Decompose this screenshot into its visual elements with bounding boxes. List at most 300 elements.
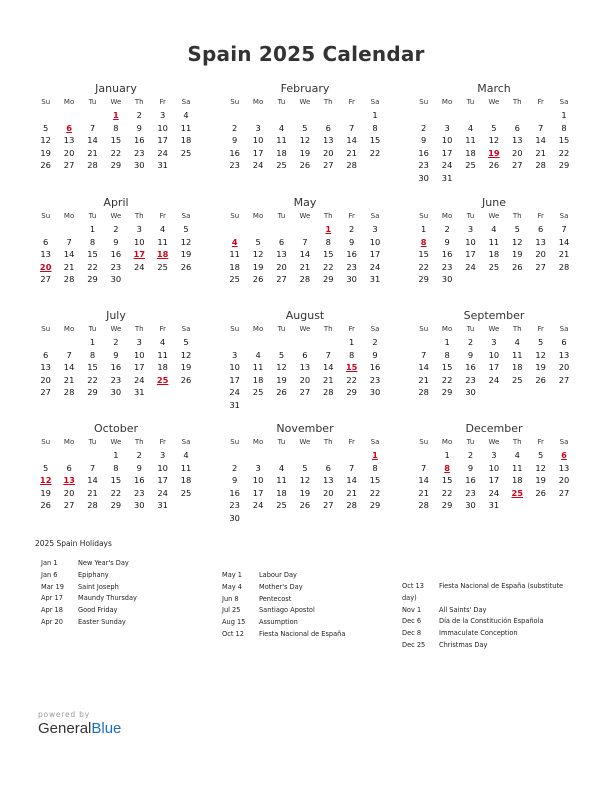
day-cell[interactable]: 6: [325, 462, 331, 473]
day-cell[interactable]: 11: [511, 462, 523, 473]
day-cell[interactable]: 23: [110, 374, 122, 385]
day-cell[interactable]: 26: [535, 374, 546, 385]
day-cell[interactable]: 13: [558, 349, 570, 360]
day-cell[interactable]: 18: [157, 362, 168, 373]
day-cell[interactable]: 22: [87, 261, 98, 272]
day-cell[interactable]: 9: [136, 122, 142, 133]
day-cell[interactable]: 8: [89, 236, 96, 247]
day-cell[interactable]: 10: [252, 135, 264, 146]
day-cell[interactable]: 30: [369, 387, 381, 398]
day-cell[interactable]: 31: [157, 160, 168, 171]
day-cell[interactable]: 6: [66, 462, 72, 473]
day-cell[interactable]: 3: [491, 450, 497, 460]
day-cell[interactable]: 6: [538, 224, 544, 234]
day-cell[interactable]: 4: [278, 122, 285, 133]
day-cell[interactable]: 12: [40, 135, 51, 146]
day-cell[interactable]: 27: [276, 274, 287, 285]
day-cell[interactable]: 12: [511, 236, 523, 247]
day-cell[interactable]: 17: [465, 249, 476, 260]
day-cell[interactable]: 16: [229, 487, 240, 498]
day-cell[interactable]: 20: [276, 261, 287, 272]
day-cell[interactable]: 1: [113, 450, 119, 460]
day-cell[interactable]: 14: [418, 475, 429, 486]
day-cell[interactable]: 2: [444, 224, 450, 234]
day-cell[interactable]: 23: [133, 487, 145, 498]
day-cell[interactable]: 31: [133, 387, 145, 398]
day-cell[interactable]: 15: [110, 135, 122, 146]
day-cell[interactable]: 27: [40, 274, 51, 285]
day-cell[interactable]: 13: [276, 249, 287, 260]
day-cell[interactable]: 13: [63, 135, 75, 146]
holiday-day-cell[interactable]: 12: [39, 475, 52, 486]
day-cell[interactable]: 21: [346, 147, 357, 158]
day-cell[interactable]: 21: [63, 374, 75, 385]
day-cell[interactable]: 13: [535, 236, 546, 247]
day-cell[interactable]: 7: [421, 349, 427, 360]
day-cell[interactable]: 29: [110, 160, 122, 171]
day-cell[interactable]: 17: [488, 475, 500, 486]
day-cell[interactable]: 26: [511, 261, 523, 272]
day-cell[interactable]: 24: [465, 261, 476, 272]
day-cell[interactable]: 17: [252, 147, 264, 158]
day-cell[interactable]: 24: [252, 500, 264, 511]
day-cell[interactable]: 7: [89, 462, 96, 473]
day-cell[interactable]: 2: [467, 450, 474, 460]
day-cell[interactable]: 29: [322, 274, 334, 285]
day-cell[interactable]: 28: [87, 500, 98, 511]
day-cell[interactable]: 12: [180, 349, 192, 360]
day-cell[interactable]: 8: [325, 236, 331, 247]
day-cell[interactable]: 4: [514, 450, 520, 460]
day-cell[interactable]: 3: [255, 122, 261, 133]
day-cell[interactable]: 11: [465, 135, 476, 146]
day-cell[interactable]: 19: [299, 147, 311, 158]
day-cell[interactable]: 30: [110, 274, 122, 285]
day-cell[interactable]: 12: [488, 135, 500, 146]
day-cell[interactable]: 2: [136, 450, 142, 460]
day-cell[interactable]: 24: [157, 487, 168, 498]
day-cell[interactable]: 15: [558, 135, 570, 146]
day-cell[interactable]: 18: [488, 249, 500, 260]
day-cell[interactable]: 21: [322, 374, 334, 385]
day-cell[interactable]: 11: [488, 236, 500, 247]
day-cell[interactable]: 30: [346, 274, 357, 285]
day-cell[interactable]: 20: [322, 147, 334, 158]
day-cell[interactable]: 25: [511, 374, 523, 385]
day-cell[interactable]: 26: [488, 160, 500, 171]
holiday-day-cell[interactable]: 18: [156, 249, 169, 260]
day-cell[interactable]: 24: [157, 147, 168, 158]
day-cell[interactable]: 18: [252, 374, 264, 385]
day-cell[interactable]: 20: [558, 362, 570, 373]
day-cell[interactable]: 16: [346, 249, 357, 260]
day-cell[interactable]: 14: [87, 135, 98, 146]
day-cell[interactable]: 31: [157, 500, 168, 511]
day-cell[interactable]: 27: [511, 160, 523, 171]
day-cell[interactable]: 22: [441, 374, 453, 385]
day-cell[interactable]: 9: [467, 462, 474, 473]
day-cell[interactable]: 5: [183, 337, 189, 347]
day-cell[interactable]: 18: [180, 135, 192, 146]
day-cell[interactable]: 18: [229, 261, 240, 272]
day-cell[interactable]: 7: [89, 122, 96, 133]
day-cell[interactable]: 3: [444, 122, 450, 133]
day-cell[interactable]: 19: [276, 374, 287, 385]
day-cell[interactable]: 19: [180, 249, 192, 260]
day-cell[interactable]: 10: [133, 349, 145, 360]
day-cell[interactable]: 11: [180, 462, 192, 473]
day-cell[interactable]: 1: [89, 337, 96, 347]
holiday-day-cell[interactable]: 17: [133, 249, 146, 260]
holiday-day-cell[interactable]: 19: [488, 147, 500, 158]
day-cell[interactable]: 15: [87, 362, 98, 373]
day-cell[interactable]: 14: [558, 236, 570, 247]
day-cell[interactable]: 20: [63, 147, 75, 158]
day-cell[interactable]: 15: [441, 475, 453, 486]
day-cell[interactable]: 17: [157, 135, 168, 146]
day-cell[interactable]: 25: [229, 274, 240, 285]
day-cell[interactable]: 2: [421, 122, 427, 133]
day-cell[interactable]: 15: [322, 249, 334, 260]
day-cell[interactable]: 6: [278, 236, 285, 247]
day-cell[interactable]: 4: [514, 337, 520, 347]
day-cell[interactable]: 3: [491, 337, 497, 347]
day-cell[interactable]: 19: [180, 362, 192, 373]
day-cell[interactable]: 1: [89, 224, 96, 234]
day-cell[interactable]: 10: [157, 122, 168, 133]
holiday-day-cell[interactable]: 8: [420, 236, 427, 247]
day-cell[interactable]: 12: [535, 349, 546, 360]
day-cell[interactable]: 2: [372, 337, 378, 347]
day-cell[interactable]: 28: [299, 274, 311, 285]
day-cell[interactable]: 9: [136, 462, 142, 473]
day-cell[interactable]: 3: [372, 224, 378, 234]
day-cell[interactable]: 4: [467, 122, 474, 133]
day-cell[interactable]: 26: [180, 261, 192, 272]
day-cell[interactable]: 3: [160, 450, 166, 460]
day-cell[interactable]: 17: [133, 362, 145, 373]
day-cell[interactable]: 14: [299, 249, 311, 260]
day-cell[interactable]: 22: [322, 261, 334, 272]
day-cell[interactable]: 26: [40, 500, 51, 511]
day-cell[interactable]: 26: [276, 387, 287, 398]
day-cell[interactable]: 18: [180, 475, 192, 486]
day-cell[interactable]: 9: [467, 349, 474, 360]
day-cell[interactable]: 28: [63, 387, 75, 398]
day-cell[interactable]: 15: [441, 362, 453, 373]
day-cell[interactable]: 28: [346, 500, 357, 511]
day-cell[interactable]: 2: [113, 224, 119, 234]
day-cell[interactable]: 17: [441, 147, 453, 158]
day-cell[interactable]: 2: [232, 122, 238, 133]
day-cell[interactable]: 4: [160, 224, 166, 234]
day-cell[interactable]: 27: [558, 374, 570, 385]
day-cell[interactable]: 7: [561, 224, 567, 234]
day-cell[interactable]: 3: [160, 110, 166, 120]
day-cell[interactable]: 24: [133, 374, 145, 385]
day-cell[interactable]: 15: [369, 135, 381, 146]
day-cell[interactable]: 1: [561, 110, 567, 120]
day-cell[interactable]: 9: [113, 349, 119, 360]
day-cell[interactable]: 8: [113, 122, 119, 133]
day-cell[interactable]: 23: [229, 160, 240, 171]
day-cell[interactable]: 9: [232, 135, 238, 146]
day-cell[interactable]: 17: [157, 475, 168, 486]
day-cell[interactable]: 9: [421, 135, 427, 146]
day-cell[interactable]: 14: [346, 475, 357, 486]
day-cell[interactable]: 16: [110, 249, 122, 260]
day-cell[interactable]: 29: [441, 500, 453, 511]
day-cell[interactable]: 21: [346, 487, 357, 498]
holiday-day-cell[interactable]: 6: [561, 450, 567, 460]
day-cell[interactable]: 26: [535, 487, 546, 498]
day-cell[interactable]: 4: [278, 462, 285, 473]
day-cell[interactable]: 16: [465, 362, 476, 373]
day-cell[interactable]: 29: [369, 500, 381, 511]
day-cell[interactable]: 11: [157, 236, 168, 247]
day-cell[interactable]: 19: [299, 487, 311, 498]
day-cell[interactable]: 5: [43, 462, 49, 473]
day-cell[interactable]: 13: [40, 249, 51, 260]
day-cell[interactable]: 10: [157, 462, 168, 473]
day-cell[interactable]: 5: [302, 462, 308, 473]
holiday-day-cell[interactable]: 25: [156, 374, 169, 385]
day-cell[interactable]: 8: [444, 349, 450, 360]
day-cell[interactable]: 5: [43, 122, 49, 133]
day-cell[interactable]: 7: [66, 236, 72, 247]
day-cell[interactable]: 8: [561, 122, 567, 133]
day-cell[interactable]: 27: [322, 500, 334, 511]
day-cell[interactable]: 11: [276, 135, 287, 146]
day-cell[interactable]: 16: [133, 475, 145, 486]
day-cell[interactable]: 11: [276, 475, 287, 486]
day-cell[interactable]: 16: [441, 249, 453, 260]
holiday-day-cell[interactable]: 25: [511, 487, 524, 498]
day-cell[interactable]: 24: [229, 387, 240, 398]
day-cell[interactable]: 7: [66, 349, 72, 360]
holiday-day-cell[interactable]: 4: [231, 236, 238, 247]
day-cell[interactable]: 21: [535, 147, 546, 158]
holiday-day-cell[interactable]: 20: [39, 261, 52, 272]
day-cell[interactable]: 14: [346, 135, 357, 146]
day-cell[interactable]: 10: [488, 349, 500, 360]
day-cell[interactable]: 20: [322, 487, 334, 498]
day-cell[interactable]: 12: [252, 249, 264, 260]
day-cell[interactable]: 30: [465, 500, 476, 511]
holiday-day-cell[interactable]: 1: [112, 110, 119, 120]
day-cell[interactable]: 11: [229, 249, 240, 260]
day-cell[interactable]: 7: [349, 122, 355, 133]
holiday-day-cell[interactable]: 1: [372, 450, 378, 460]
day-cell[interactable]: 7: [349, 462, 355, 473]
day-cell[interactable]: 28: [418, 500, 429, 511]
day-cell[interactable]: 25: [180, 487, 192, 498]
day-cell[interactable]: 5: [514, 224, 520, 234]
day-cell[interactable]: 4: [255, 349, 261, 360]
day-cell[interactable]: 21: [418, 374, 429, 385]
day-cell[interactable]: 17: [369, 249, 381, 260]
holiday-day-cell[interactable]: 8: [444, 462, 450, 473]
day-cell[interactable]: 26: [299, 160, 311, 171]
holiday-day-cell[interactable]: 1: [325, 224, 332, 234]
day-cell[interactable]: 12: [180, 236, 192, 247]
day-cell[interactable]: 16: [229, 147, 240, 158]
day-cell[interactable]: 1: [372, 110, 378, 120]
day-cell[interactable]: 28: [87, 160, 98, 171]
day-cell[interactable]: 21: [63, 261, 75, 272]
day-cell[interactable]: 13: [40, 362, 51, 373]
day-cell[interactable]: 21: [299, 261, 311, 272]
day-cell[interactable]: 29: [346, 387, 357, 398]
day-cell[interactable]: 30: [133, 160, 145, 171]
day-cell[interactable]: 19: [40, 487, 51, 498]
day-cell[interactable]: 5: [302, 122, 308, 133]
day-cell[interactable]: 23: [441, 261, 453, 272]
day-cell[interactable]: 15: [110, 475, 122, 486]
day-cell[interactable]: 22: [87, 374, 98, 385]
day-cell[interactable]: 13: [558, 462, 570, 473]
day-cell[interactable]: 30: [110, 387, 122, 398]
day-cell[interactable]: 3: [136, 224, 142, 234]
day-cell[interactable]: 27: [63, 160, 75, 171]
day-cell[interactable]: 24: [488, 374, 500, 385]
day-cell[interactable]: 28: [535, 160, 546, 171]
day-cell[interactable]: 29: [87, 274, 98, 285]
day-cell[interactable]: 3: [255, 462, 261, 473]
day-cell[interactable]: 5: [255, 236, 261, 247]
day-cell[interactable]: 25: [157, 261, 168, 272]
day-cell[interactable]: 9: [372, 349, 378, 360]
day-cell[interactable]: 25: [276, 500, 287, 511]
day-cell[interactable]: 23: [465, 374, 476, 385]
day-cell[interactable]: 19: [40, 147, 51, 158]
day-cell[interactable]: 22: [110, 147, 122, 158]
day-cell[interactable]: 22: [369, 487, 381, 498]
day-cell[interactable]: 25: [276, 160, 287, 171]
day-cell[interactable]: 7: [421, 462, 427, 473]
day-cell[interactable]: 27: [299, 387, 311, 398]
day-cell[interactable]: 1: [349, 337, 355, 347]
day-cell[interactable]: 30: [418, 172, 429, 183]
day-cell[interactable]: 2: [467, 337, 474, 347]
day-cell[interactable]: 23: [369, 374, 381, 385]
day-cell[interactable]: 30: [229, 512, 240, 523]
day-cell[interactable]: 20: [40, 374, 51, 385]
day-cell[interactable]: 30: [441, 274, 453, 285]
day-cell[interactable]: 13: [322, 135, 334, 146]
day-cell[interactable]: 22: [441, 487, 453, 498]
day-cell[interactable]: 3: [232, 349, 238, 360]
day-cell[interactable]: 21: [87, 487, 98, 498]
day-cell[interactable]: 26: [180, 374, 192, 385]
day-cell[interactable]: 15: [369, 475, 381, 486]
day-cell[interactable]: 28: [418, 387, 429, 398]
day-cell[interactable]: 19: [511, 249, 523, 260]
day-cell[interactable]: 27: [63, 500, 75, 511]
day-cell[interactable]: 23: [110, 261, 122, 272]
day-cell[interactable]: 27: [322, 160, 334, 171]
day-cell[interactable]: 29: [558, 160, 570, 171]
day-cell[interactable]: 4: [183, 110, 189, 120]
day-cell[interactable]: 4: [491, 224, 497, 234]
day-cell[interactable]: 12: [299, 135, 311, 146]
day-cell[interactable]: 29: [87, 387, 98, 398]
day-cell[interactable]: 22: [346, 374, 357, 385]
day-cell[interactable]: 20: [558, 475, 570, 486]
day-cell[interactable]: 21: [558, 249, 570, 260]
day-cell[interactable]: 16: [369, 362, 381, 373]
day-cell[interactable]: 11: [157, 349, 168, 360]
day-cell[interactable]: 8: [349, 349, 355, 360]
day-cell[interactable]: 20: [535, 249, 546, 260]
day-cell[interactable]: 6: [514, 122, 520, 133]
day-cell[interactable]: 25: [252, 387, 264, 398]
day-cell[interactable]: 18: [276, 147, 287, 158]
day-cell[interactable]: 11: [252, 362, 264, 373]
day-cell[interactable]: 20: [299, 374, 311, 385]
day-cell[interactable]: 3: [136, 337, 142, 347]
day-cell[interactable]: 12: [299, 475, 311, 486]
day-cell[interactable]: 31: [488, 500, 500, 511]
day-cell[interactable]: 24: [252, 160, 264, 171]
day-cell[interactable]: 28: [346, 160, 357, 171]
day-cell[interactable]: 25: [180, 147, 192, 158]
generalblue-logo[interactable]: [38, 720, 121, 737]
holiday-day-cell[interactable]: 15: [345, 362, 358, 373]
day-cell[interactable]: 10: [133, 236, 145, 247]
day-cell[interactable]: 23: [346, 261, 357, 272]
day-cell[interactable]: 14: [87, 475, 98, 486]
day-cell[interactable]: 17: [229, 374, 240, 385]
day-cell[interactable]: 7: [302, 236, 308, 247]
day-cell[interactable]: 20: [511, 147, 523, 158]
day-cell[interactable]: 22: [418, 261, 429, 272]
day-cell[interactable]: 1: [421, 224, 427, 234]
day-cell[interactable]: 7: [325, 349, 331, 360]
day-cell[interactable]: 5: [491, 122, 497, 133]
day-cell[interactable]: 14: [535, 135, 546, 146]
day-cell[interactable]: 18: [465, 147, 476, 158]
day-cell[interactable]: 30: [133, 500, 145, 511]
day-cell[interactable]: 16: [418, 147, 429, 158]
day-cell[interactable]: 23: [133, 147, 145, 158]
day-cell[interactable]: 29: [418, 274, 429, 285]
day-cell[interactable]: 10: [465, 236, 476, 247]
day-cell[interactable]: 8: [113, 462, 119, 473]
day-cell[interactable]: 16: [133, 135, 145, 146]
day-cell[interactable]: 28: [322, 387, 334, 398]
day-cell[interactable]: 26: [40, 160, 51, 171]
day-cell[interactable]: 13: [322, 475, 334, 486]
day-cell[interactable]: 24: [488, 487, 500, 498]
day-cell[interactable]: 23: [465, 487, 476, 498]
day-cell[interactable]: 21: [418, 487, 429, 498]
day-cell[interactable]: 24: [441, 160, 453, 171]
day-cell[interactable]: 22: [369, 147, 381, 158]
day-cell[interactable]: 21: [87, 147, 98, 158]
day-cell[interactable]: 30: [465, 387, 476, 398]
day-cell[interactable]: 5: [278, 349, 285, 360]
day-cell[interactable]: 22: [110, 487, 122, 498]
day-cell[interactable]: 27: [535, 261, 546, 272]
day-cell[interactable]: 2: [113, 337, 119, 347]
day-cell[interactable]: 5: [183, 224, 189, 234]
day-cell[interactable]: 6: [43, 236, 49, 247]
day-cell[interactable]: 9: [444, 236, 450, 247]
day-cell[interactable]: 10: [229, 362, 240, 373]
day-cell[interactable]: 14: [418, 362, 429, 373]
day-cell[interactable]: 4: [183, 450, 189, 460]
